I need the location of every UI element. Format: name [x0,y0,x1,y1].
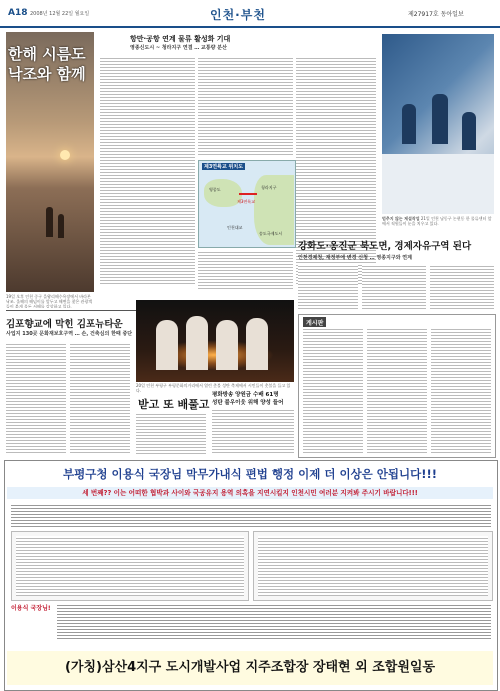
photo-caption: 19일 오후 인천 중구 을왕리해수욕장에서 바라본 낙조. 올해의 해넘이를 앞두고 해변을 찾은 관광객들이 붉게 물든 서해를 감상하고 있다. [6,294,93,308]
section-title: 인천·부천 [210,8,266,22]
story-headline: 김포향교에 막힌 김포뉴타운 [6,319,123,330]
story-body-col-1 [100,56,195,286]
ad-block [4,460,498,691]
overlay-line-1: 한해 시름도 [8,45,86,63]
story-body [136,412,206,454]
map-title: 제3연륙교 위치도 [204,164,244,170]
silhouette-person [58,214,64,238]
map-label: 송도국제도시 [259,231,283,236]
ad-panel-right [253,531,493,601]
worker-figure [432,94,448,144]
ad-panel-text [258,536,488,596]
choir-member [246,318,268,370]
notice-board [298,314,496,458]
worker-figure [402,104,416,144]
ad-panel-text [16,536,244,596]
story-body-col-2b [198,250,293,290]
story-body [6,342,66,454]
photo-overlay-title [8,44,92,84]
notice-title: 게시판 [303,317,326,328]
candle-festival-photo [136,300,294,382]
story-headline: 항만·공항 연계 물류 활성화 기대 [130,35,231,43]
map-label: 영종도 [209,187,221,192]
photo-caption: 20일 인천 부평구 부평문화의거리에서 열린 촛불 성탄 축제에서 시민들이 촛불을 들고 있다. [136,383,291,393]
photo-caption [382,216,494,228]
ad-subhead: 세 번째?? 이는 어떠한 협박과 사이와 국공유지 용역 의혹을 지연시킬지 인천시민 여러분 지켜봐 주시기 바랍니다!!! [7,487,493,499]
snow-ground [382,154,494,214]
story-body [362,264,426,310]
notice-body [431,327,491,453]
bridge-map [198,160,296,248]
map-label: 인천대교 [227,225,243,230]
ad-panel-left [11,531,249,601]
ad-headline: 부평구청 이용식 국장님 막무가내식 편법 행정 이제 더 이상은 안됩니다!!! [7,463,493,485]
story-body [70,342,130,454]
story-body [298,264,358,310]
choir-member [216,320,238,370]
story-body [430,264,494,310]
story-headline: 강화도·옹진군 북도면, 경제자유구역 된다 [298,241,472,252]
notice-body [367,327,427,453]
newspaper-name: 제27917호 동아일보 [408,11,464,18]
snow-clearing-photo [382,34,494,214]
choir-member [156,320,178,370]
notice-body [303,327,363,453]
ad-intro [11,503,491,527]
silhouette-person [46,207,53,237]
story-subhead: 인천경제청, 재정부에 변경 신청 … 영종지구와 연계 [298,255,412,261]
overlay-line-2: 낙조와 함께 [8,65,86,83]
side-headline: 성탄 불우이웃 위해 양성 들어 [212,400,284,406]
worker-figure [462,112,476,150]
ad-bottom-text [57,603,491,639]
story-body [212,408,294,454]
ad-bottom-label: 이용식 국장님! [11,605,51,612]
side-headline: 평화방송 양원금 수배 61명 [212,392,279,398]
story-subhead: 사업지 130곳 문화재보호구역 … 손, 건축심의 한때 중단 [6,331,133,337]
sun [60,150,70,160]
story-subhead: 영종신도시 ~ 청라지구 연결 … 교통량 분산 [130,45,227,51]
bridge-line [239,193,257,195]
choir-member [186,316,208,370]
caption-text: 21일 인천 남동구 논현동 한 물류센터 앞에서 직원들이 눈을 치우고 있다. [382,216,492,226]
ad-footer: (가칭)삼산4지구 도시개발사업 지주조합장 장태현 외 조합원일동 [7,651,493,685]
issue-date: 2008년 12월 22일 월요일 [30,11,90,17]
page-number: A18 [8,8,28,18]
story-body-col-2 [198,56,293,156]
map-label: 청라지구 [261,185,277,190]
caption-bold: 멈추지 않는 제설작업 [382,216,420,221]
story-headline: 받고 또 배풀고 [138,398,210,411]
map-label: 제3연륙교 [237,199,256,204]
